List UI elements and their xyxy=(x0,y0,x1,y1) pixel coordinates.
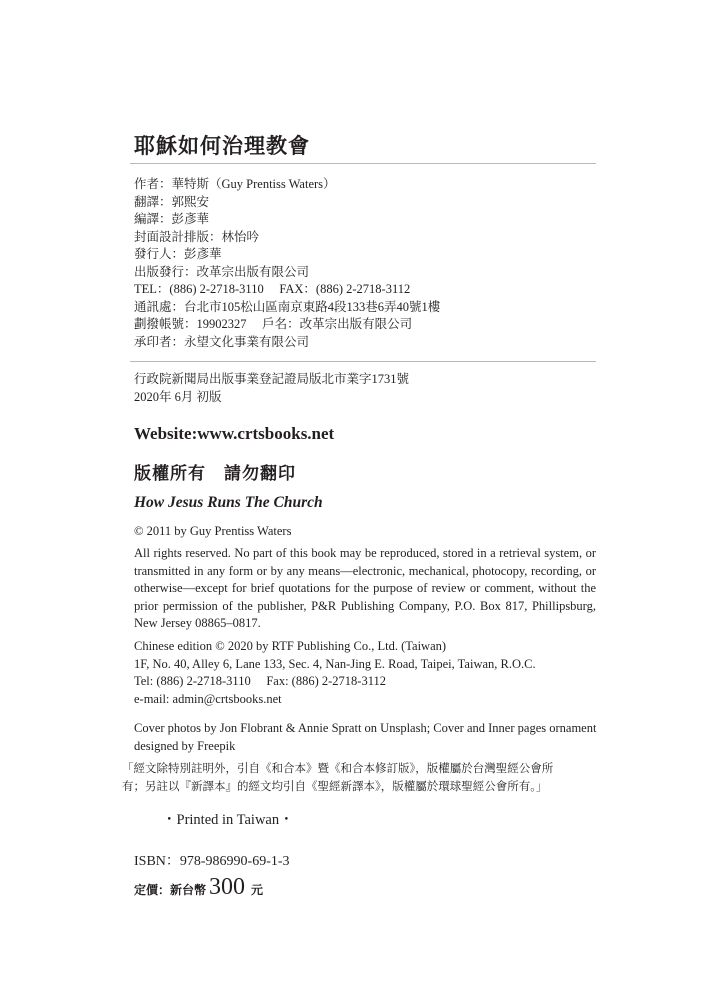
publisher-phone-fax: Tel: (886) 2-2718-3110 Fax: (886) 2-2718-3112 xyxy=(134,674,386,688)
price-label: 定價：新台幣 xyxy=(134,883,207,897)
credit-phone-fax: TEL：(886) 2-2718-3110 FAX：(886) 2-2718-3112 xyxy=(134,282,411,296)
credits-block xyxy=(134,176,594,351)
website-text: Website:www.crtsbooks.net xyxy=(134,424,335,443)
book-title-english: How Jesus Runs The Church xyxy=(134,494,323,511)
copyright-line: © 2011 by Guy Prentiss Waters xyxy=(134,524,292,538)
rights-reserved-chinese: 版權所有 請勿翻印 xyxy=(134,464,296,483)
credit-postal-account: 劃撥帳號：19902327 戶名：改革宗出版有限公司 xyxy=(134,317,413,331)
price-amount: 300 xyxy=(209,874,246,900)
credit-address: 通訊處：台北市105松山區南京東路4段133巷6弄40號1樓 xyxy=(134,299,441,314)
cover-credit: Cover photos by Jon Flobrant & Annie Spratt on Unsplash; Cover and Inner pages ornament designed by Freepik xyxy=(134,721,597,753)
chinese-edition-block xyxy=(134,638,536,708)
credit-translator: 翻譯：郭熙安 xyxy=(134,194,210,209)
book-title-chinese: 耶穌如何治理教會 xyxy=(134,134,310,158)
bible-version-note xyxy=(122,760,602,796)
publisher-address: 1F, No. 40, Alley 6, Lane 133, Sec. 4, Nan-Jing E. Road, Taipei, Taiwan, R.O.C. xyxy=(134,656,536,671)
rights-paragraph: All rights reserved. No part of this book may be reproduced, stored in a retrieval system, or transmitted in any form or by any means—electronic, mechanical, photocopy, recording, or otherwise—except for brief quotations for the purpose of review or comment, without the prior permission of the publisher, P&R Publishing Company, P.O. Box 817, Phillipsburg, New Jersey 08865–0817. xyxy=(134,546,596,630)
publisher-email: e-mail: admin@crtsbooks.net xyxy=(134,691,282,706)
middle-divider xyxy=(130,361,596,362)
edition-date: 2020年 6月 初版 xyxy=(134,389,222,404)
credit-editor: 編譯：彭彥華 xyxy=(134,212,210,226)
printed-in-taiwan: ・Printed in Taiwan・ xyxy=(162,812,294,828)
credit-printer: 承印者：永望文化事業有限公司 xyxy=(134,334,310,349)
credit-publisher-person: 發行人：彭彥華 xyxy=(134,247,222,261)
registration-block xyxy=(134,371,409,406)
credit-cover-design: 封面設計排版：林怡吟 xyxy=(134,229,260,244)
credit-publisher: 出版發行：改革宗出版有限公司 xyxy=(134,264,310,279)
registration-number: 行政院新聞局出版事業登記證局版北市業字1731號 xyxy=(134,372,410,386)
credit-author: 作者：華特斯（Guy Prentiss Waters） xyxy=(134,177,336,191)
chinese-edition-line: Chinese edition © 2020 by RTF Publishing Co., Ltd. (Taiwan) xyxy=(134,639,447,653)
bible-note-line-1: 「經文除特別註明外，引自《和合本》暨《和合本修訂版》，版權屬於台灣聖經公會所 xyxy=(122,763,554,775)
isbn: ISBN：978-986990-69-1-3 xyxy=(134,854,290,869)
top-divider xyxy=(130,163,596,164)
price-line xyxy=(134,874,263,901)
bible-note-line-2: 有；另註以『新譯本』的經文均引自《聖經新譯本》，版權屬於環球聖經公會所有。」 xyxy=(122,781,548,793)
price-unit: 元 xyxy=(251,883,264,897)
